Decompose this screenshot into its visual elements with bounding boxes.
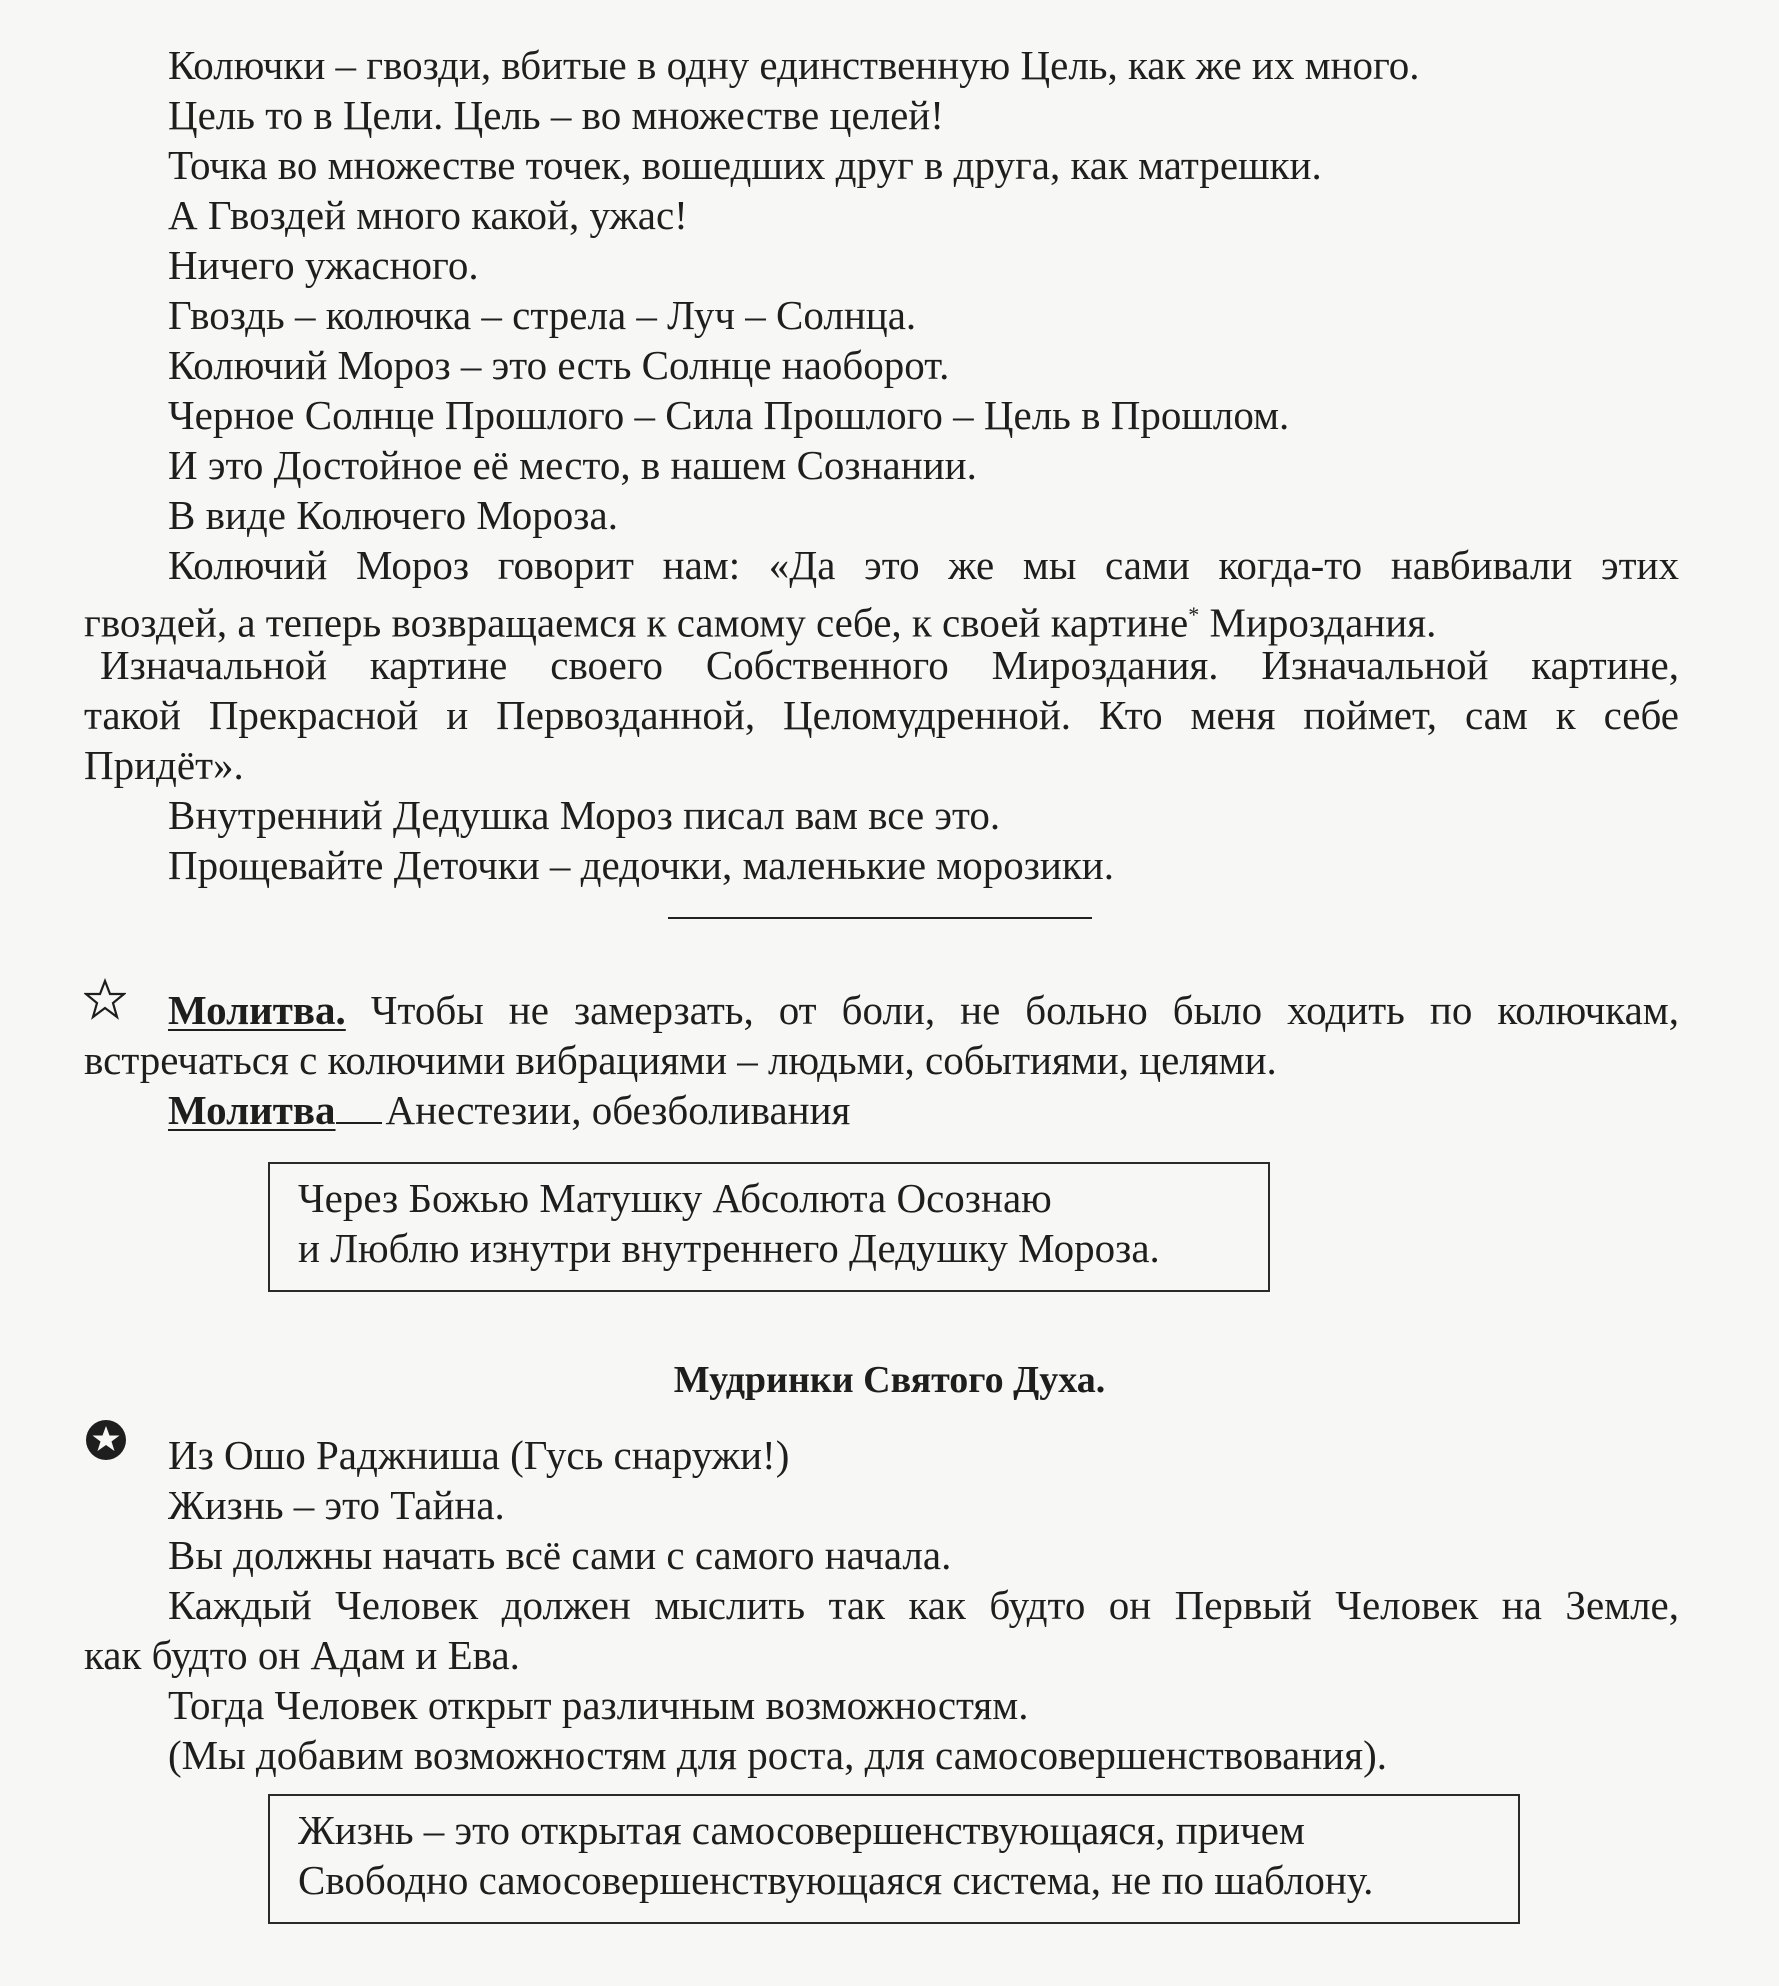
- text-line: Тогда Человек открыт различным возможностям.: [168, 1682, 1029, 1728]
- prayer-label: Молитва: [168, 1087, 336, 1133]
- wisdom-box-line: Жизнь – это открытая самосовершенствующаяся, причем: [298, 1807, 1305, 1853]
- star-outline-icon: [84, 978, 126, 1020]
- prayer-line: встречаться с колючими вибрациями – людьми, событиями, целями.: [84, 1037, 1277, 1083]
- wisdom-box: [268, 1794, 1520, 1924]
- text-line: Черное Солнце Прошлого – Сила Прошлого – Цель в Прошлом.: [168, 392, 1290, 438]
- text-line: Колючий Мороз – это есть Солнце наоборот.: [168, 342, 950, 388]
- prayer-line: [168, 985, 1679, 1035]
- section-divider: [668, 917, 1092, 919]
- paragraph-line: Каждый Человек должен мыслить так как будто он Первый Человек на Земле,: [168, 1582, 1679, 1628]
- text-line: А Гвоздей много какой, ужас!: [168, 192, 688, 238]
- paragraph-line: такой Прекрасной и Первозданной, Целомудренной. Кто меня поймет, сам к себе: [84, 692, 1679, 738]
- paragraph-line: как будто он Адам и Ева.: [84, 1632, 520, 1678]
- prayer-label: Молитва.: [168, 987, 346, 1033]
- text-line: И это Достойное её место, в нашем Сознании.: [168, 442, 977, 488]
- paragraph-text: гвоздей, а теперь возвращаемся к самому себе, к своей картине: [84, 599, 1189, 646]
- text-line: Цель то в Цели. Цель – во множестве целей!: [168, 92, 944, 138]
- footnote-mark: *: [1188, 602, 1200, 627]
- text-line: Жизнь – это Тайна.: [168, 1482, 505, 1528]
- text-line: Внутренний Дедушка Мороз писал вам все это.: [168, 792, 1001, 838]
- text-line: Ничего ужасного.: [168, 242, 479, 288]
- paragraph-line: Придёт».: [84, 742, 244, 788]
- star-circle-icon: [84, 1418, 128, 1462]
- text-line: Точка во множестве точек, вошедших друг в друга, как матрешки.: [168, 142, 1322, 188]
- text-line: Колючки – гвозди, вбитые в одну единственную Цель, как же их много.: [168, 42, 1420, 88]
- prayer-box-line: Через Божью Матушку Абсолюта Осознаю: [298, 1175, 1052, 1221]
- wisdom-box-line: Свободно самосовершенствующаяся система, не по шаблону.: [298, 1857, 1374, 1903]
- paragraph-line: Изначальной картине своего Собственного Мироздания. Изначальной картине,: [100, 642, 1679, 688]
- prayer-box: [268, 1162, 1270, 1292]
- text-line: (Мы добавим возможностям для роста, для самосовершенствования).: [168, 1732, 1387, 1778]
- prayer-text: Анестезии, обезболивания: [385, 1087, 851, 1133]
- text-line: Из Ошо Раджниша (Гусь снаружи!): [168, 1432, 790, 1478]
- prayer-box-line: и Люблю изнутри внутреннего Дедушку Мороза.: [298, 1225, 1160, 1271]
- paragraph-text: Мироздания.: [1199, 599, 1437, 646]
- text-line: В виде Колючего Мороза.: [168, 492, 618, 538]
- text-line: Гвоздь – колючка – стрела – Луч – Солнца.: [168, 292, 917, 338]
- paragraph-line: [84, 590, 1436, 648]
- text-line: Прощевайте Деточки – дедочки, маленькие морозики.: [168, 842, 1114, 888]
- text-line: Вы должны начать всё сами с самого начала.: [168, 1532, 952, 1578]
- paragraph-line: Колючий Мороз говорит нам: «Да это же мы сами когда-то навбивали этих: [168, 542, 1679, 588]
- section-heading: Мудринки Святого Духа.: [673, 1359, 1106, 1401]
- prayer-text: Чтобы не замерзать, от боли, не больно было ходить по колючкам,: [345, 987, 1679, 1033]
- prayer-line: [168, 1085, 850, 1135]
- underline-gap: [336, 1088, 382, 1124]
